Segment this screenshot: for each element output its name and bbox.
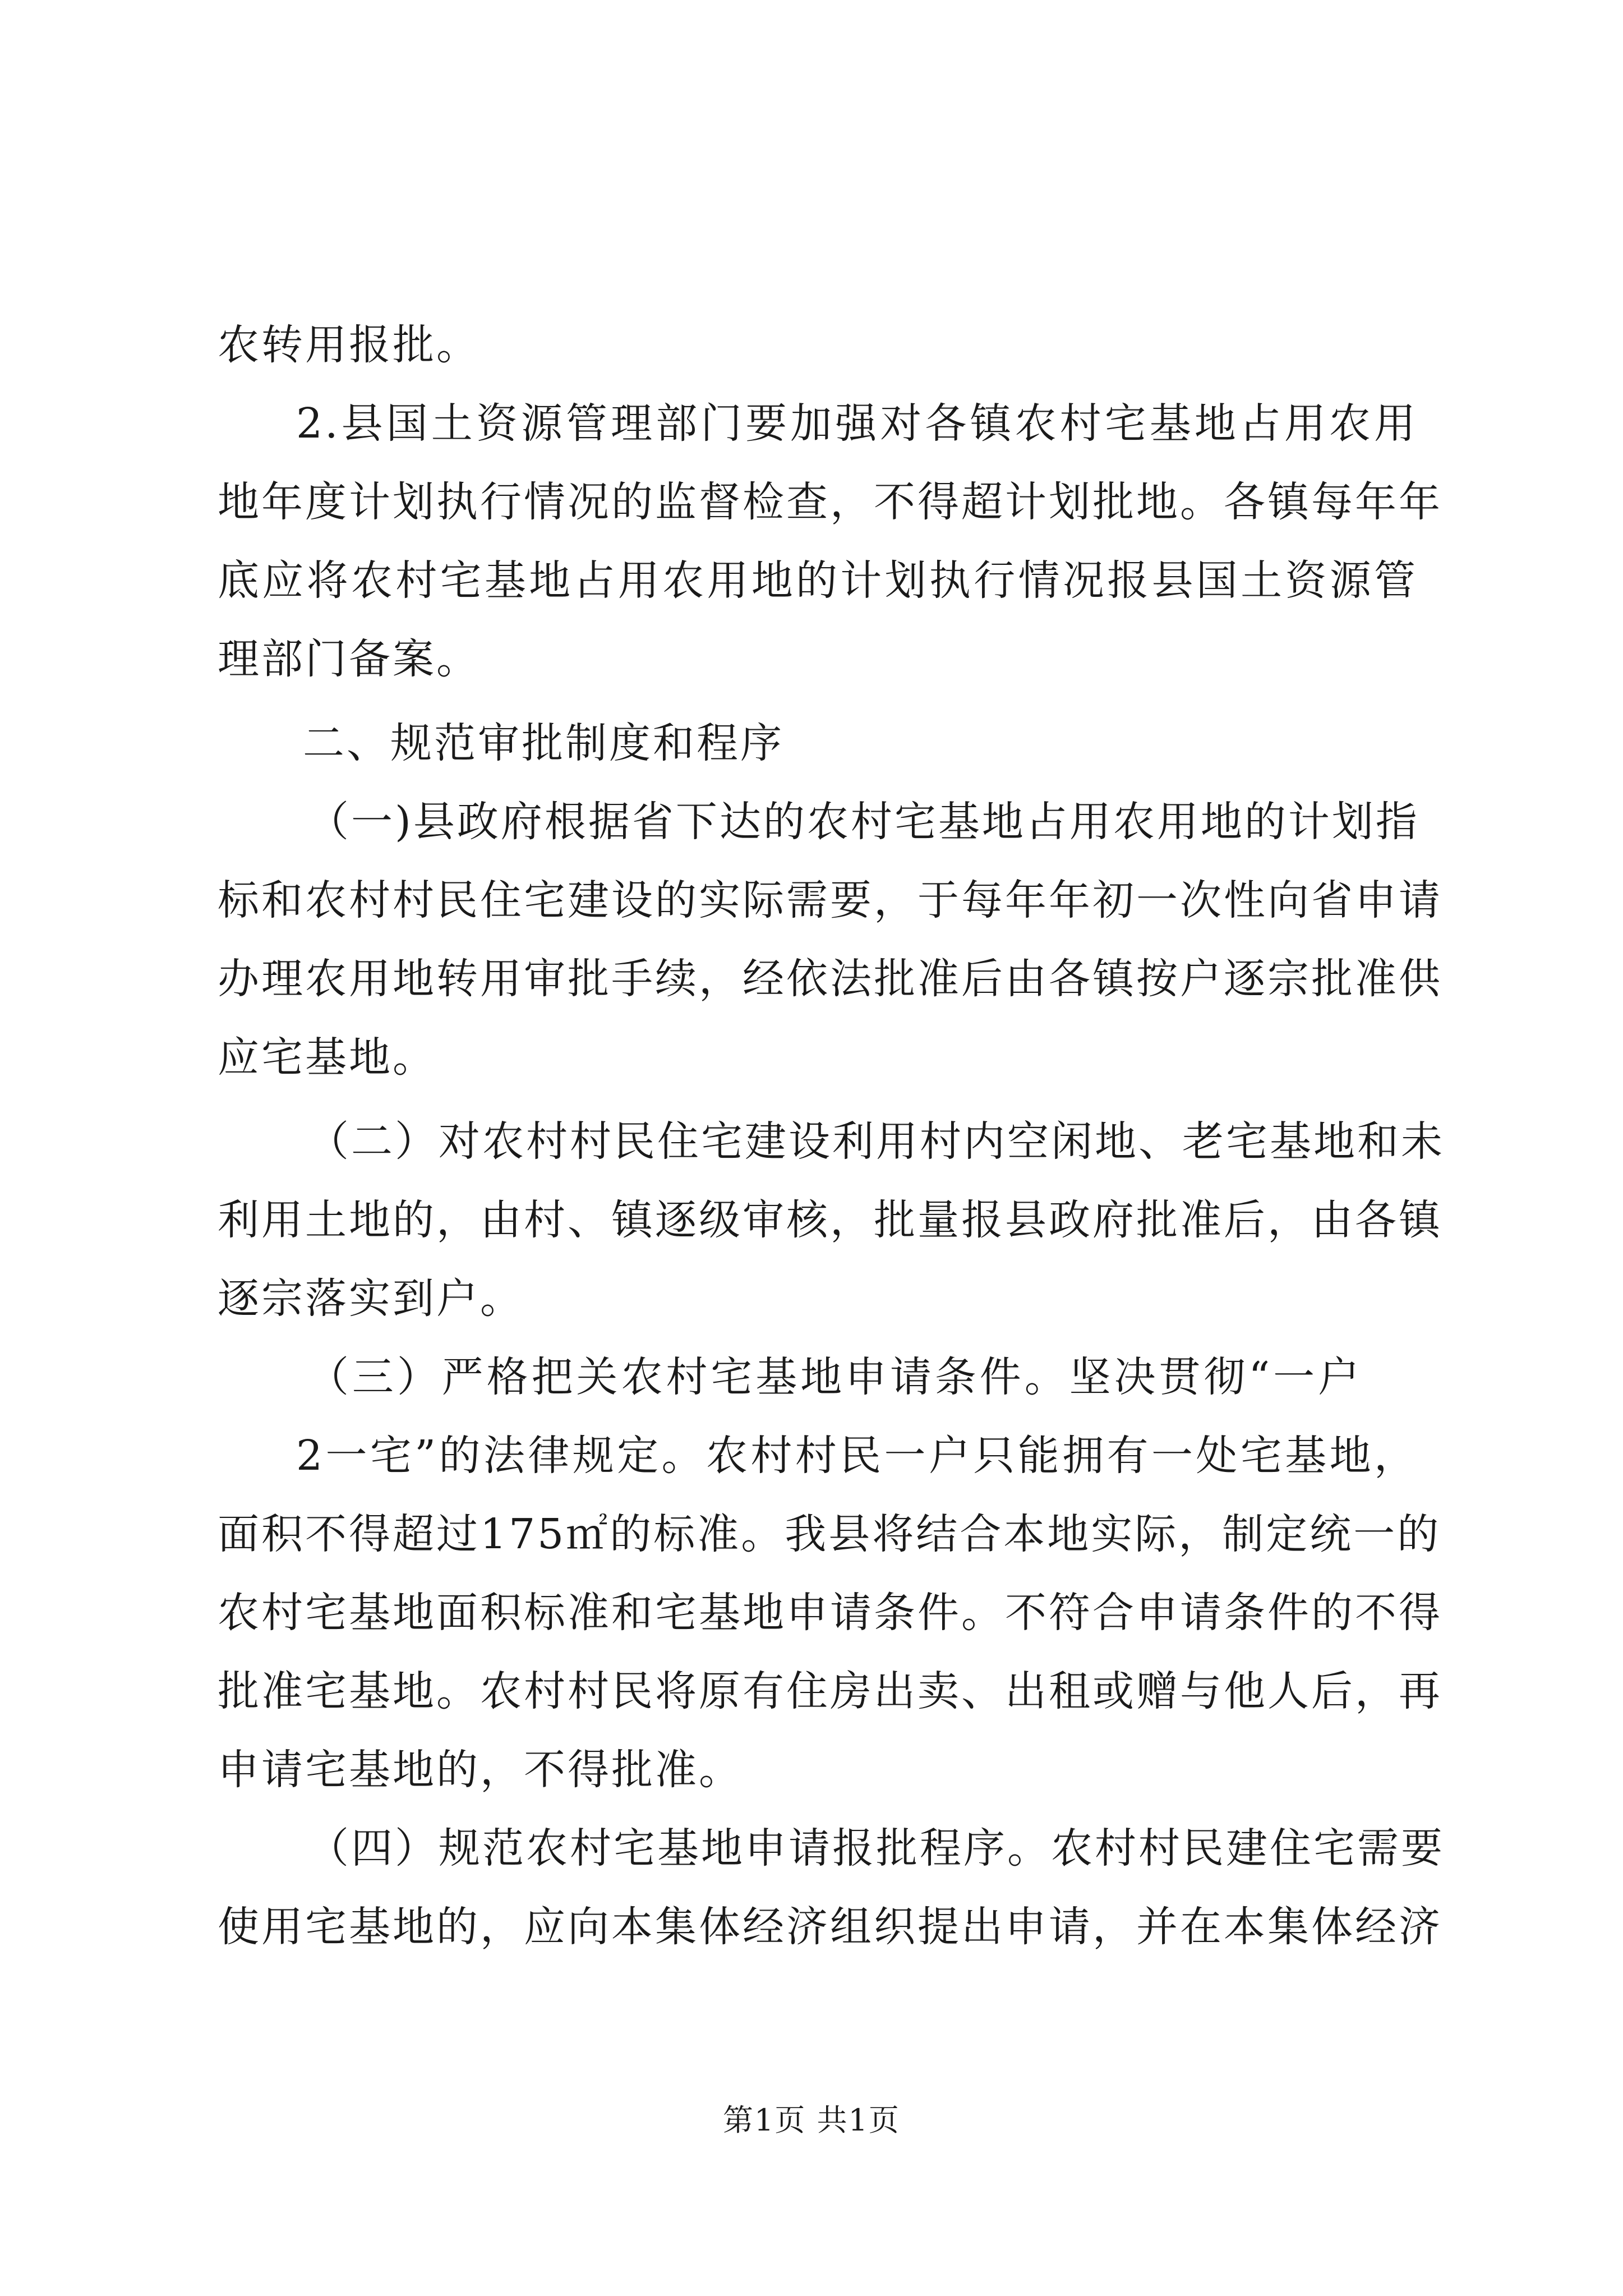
paragraph-line: 面积不得超过175㎡的标准。我县将结合本地实际，制定统一的 [218,1510,1441,1558]
paragraph-line: 标和农村村民住宅建设的实际需要，于每年年初一次性向省申请 [218,876,1442,924]
paragraph-line: （三）严格把关农村宅基地申请条件。坚决贯彻“一户 [307,1353,1362,1401]
paragraph-line: 应宅基地。 [218,1033,436,1082]
paragraph-line: 办理农用地转用审批手续，经依法批准后由各镇按户逐宗批准供 [218,955,1442,1003]
paragraph-line: （二）对农村村民住宅建设利用村内空闲地、老宅基地和未 [307,1117,1445,1166]
section-heading: 二、规范审批制度和程序 [303,719,784,767]
paragraph-line: （四）规范农村宅基地申请报批程序。农村村民建住宅需要 [307,1824,1445,1872]
paragraph-line: 地年度计划执行情况的监督检查，不得超计划批地。各镇每年年 [218,478,1442,526]
paragraph-line: 2.县国土资源管理部门要加强对各镇农村宅基地占用农用 [296,399,1418,448]
paragraph-line: 使用宅基地的，应向本集体经济组织提出申请，并在本集体经济 [218,1903,1442,1951]
paragraph-line: 申请宅基地的，不得批准。 [218,1746,743,1794]
paragraph-line: （一)县政府根据省下达的农村宅基地占用农用地的计划指 [307,798,1419,846]
paragraph-line: 农村宅基地面积标准和宅基地申请条件。不符合申请条件的不得 [218,1589,1442,1637]
paragraph-line: 利用土地的，由村、镇逐级审核，批量报县政府批准后，由各镇 [218,1196,1442,1244]
paragraph-line: 批准宅基地。农村村民将原有住房出卖、出租或赠与他人后，再 [218,1667,1442,1715]
paragraph-line: 理部门备案。 [218,635,480,683]
page-number-footer: 第1页 共1页 [723,2102,900,2138]
paragraph-line: 农转用报批。 [218,321,480,369]
paragraph-line: 2一宅”的法律规定。农村村民一户只能拥有一处宅基地， [296,1432,1418,1480]
paragraph-line: 逐宗落实到户。 [218,1274,524,1323]
paragraph-line: 底应将农村宅基地占用农用地的计划执行情况报县国土资源管 [218,556,1418,605]
